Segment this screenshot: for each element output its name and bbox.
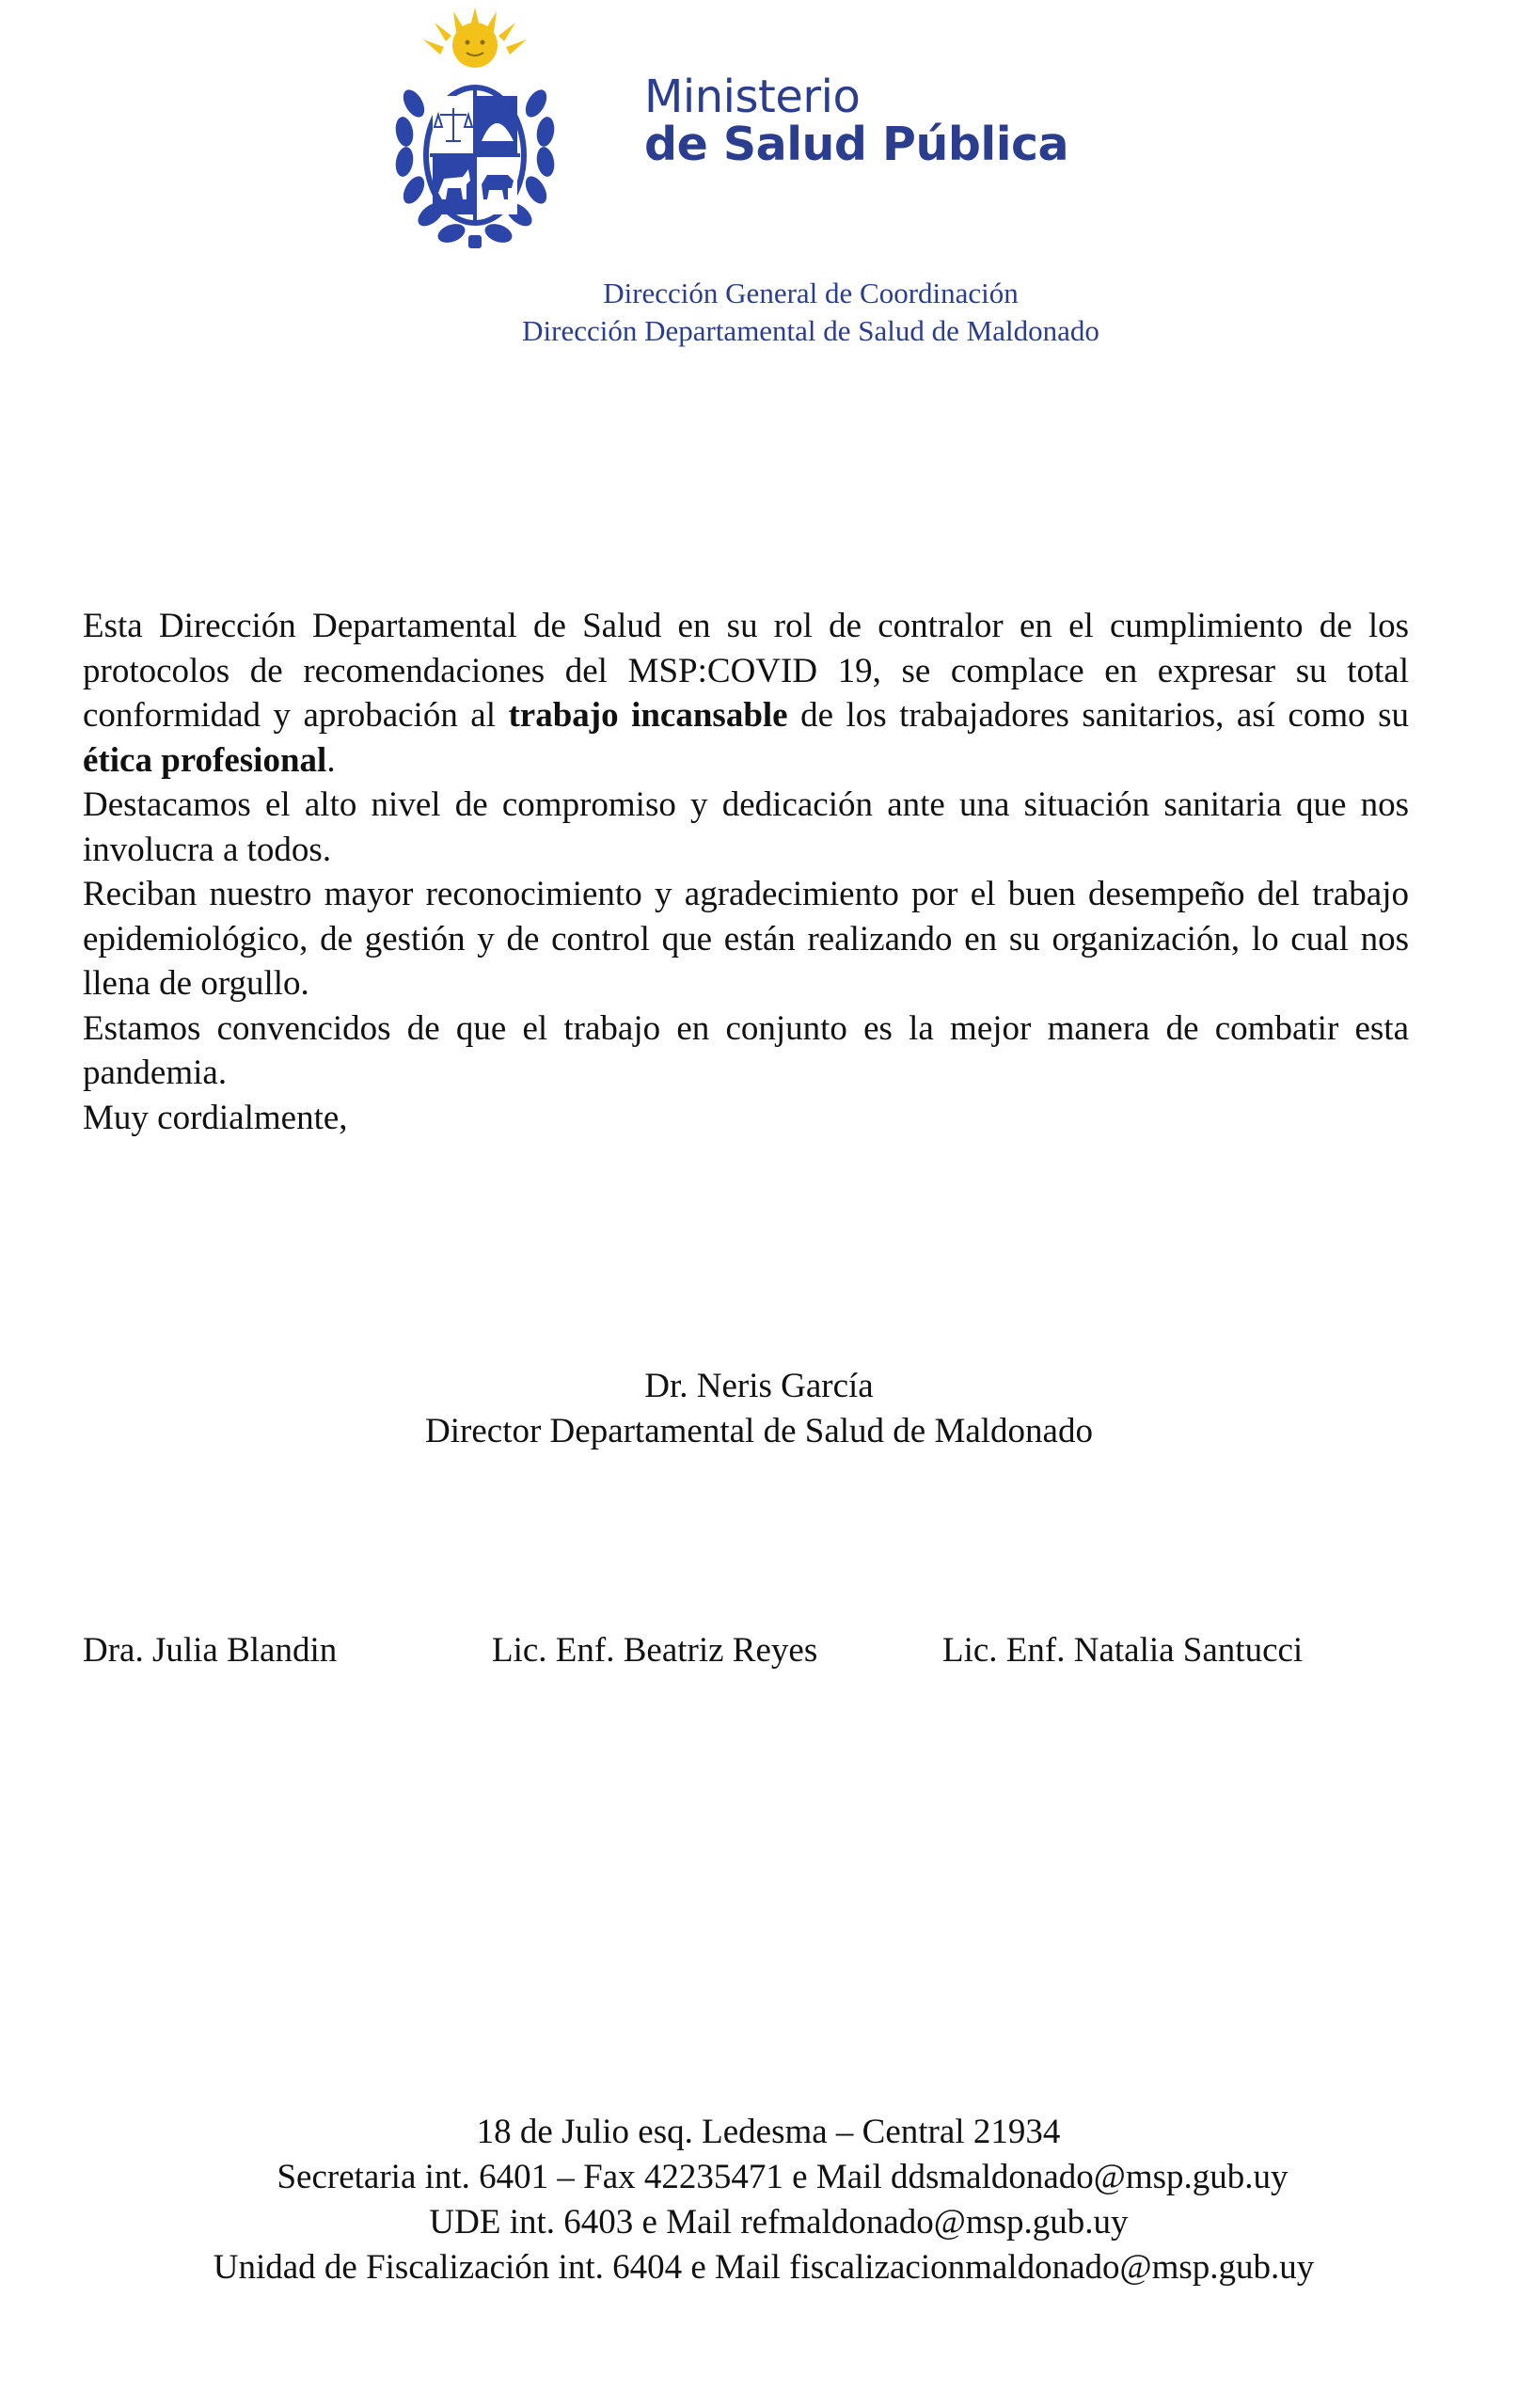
cosigner-2: Lic. Enf. Beatriz Reyes [492, 1631, 818, 1670]
paragraph-1-text-b: de los trabajadores sanitarios, así como su [787, 696, 1409, 735]
office-heading [0, 275, 1518, 350]
cosigner-1: Dra. Julia Blandin [83, 1631, 338, 1670]
ministry-line-2: de Salud Pública [644, 118, 1069, 172]
cosigners-row [0, 1630, 1518, 1677]
ministry-line-1: Ministerio [644, 71, 861, 123]
director-title: Director Departamental de Salud de Maldonado [425, 1412, 1093, 1450]
footer-fiscalizacion: Unidad de Fiscalización int. 6404 e Mail fiscalizacionmaldonado@msp.gub.uy [213, 2248, 1315, 2287]
paragraph-1-text-a: Esta Dirección Departamental de Salud en su rol de contralor en el cumplimiento de los protocolos de recomendaciones del MSP:COVID 19, se complace en expresar su total conformidad y aprobación al [83, 607, 1409, 735]
paragraph-4: Estamos convencidos de que el trabajo en conjunto es la mejor manera de combatir esta pandemia. [83, 1008, 1409, 1092]
paragraph-1 [83, 604, 1409, 783]
contact-footer [0, 2110, 1518, 2290]
paragraph-1-text-c: . [326, 740, 336, 780]
letter-body [83, 604, 1409, 1140]
footer-address: 18 de Julio esq. Ledesma – Central 21934 [476, 2113, 1061, 2151]
office-line-2: Dirección Departamental de Salud de Maldonado [522, 314, 1099, 347]
office-line-1: Dirección General de Coordinación [603, 277, 1019, 309]
emphasis-etica-profesional: ética profesional [83, 740, 327, 780]
ministry-wordmark [644, 71, 1069, 172]
emphasis-trabajo-incansable: trabajo incansable [508, 696, 788, 735]
footer-ude: UDE int. 6403 e Mail refmaldonado@msp.gub.uy [429, 2203, 1129, 2242]
uruguay-coat-of-arms-icon [376, 0, 574, 254]
paragraph-3: Reciban nuestro mayor reconocimiento y agradecimiento por el buen desempeño del trabajo epidemiológico, de gestión y de control que están realizando en su organización, lo cual nos llena de orgullo. [83, 875, 1409, 1003]
director-signature [0, 1364, 1518, 1454]
director-name: Dr. Neris García [644, 1367, 874, 1405]
closing: Muy cordialmente, [83, 1098, 348, 1137]
paragraph-2: Destacamos el alto nivel de compromiso y dedicación ante una situación sanitaria que nos involucra a todos. [83, 785, 1409, 869]
footer-secretaria: Secretaria int. 6401 – Fax 42235471 e Mail ddsmaldonado@msp.gub.uy [277, 2158, 1289, 2196]
cosigner-3: Lic. Enf. Natalia Santucci [942, 1631, 1304, 1670]
